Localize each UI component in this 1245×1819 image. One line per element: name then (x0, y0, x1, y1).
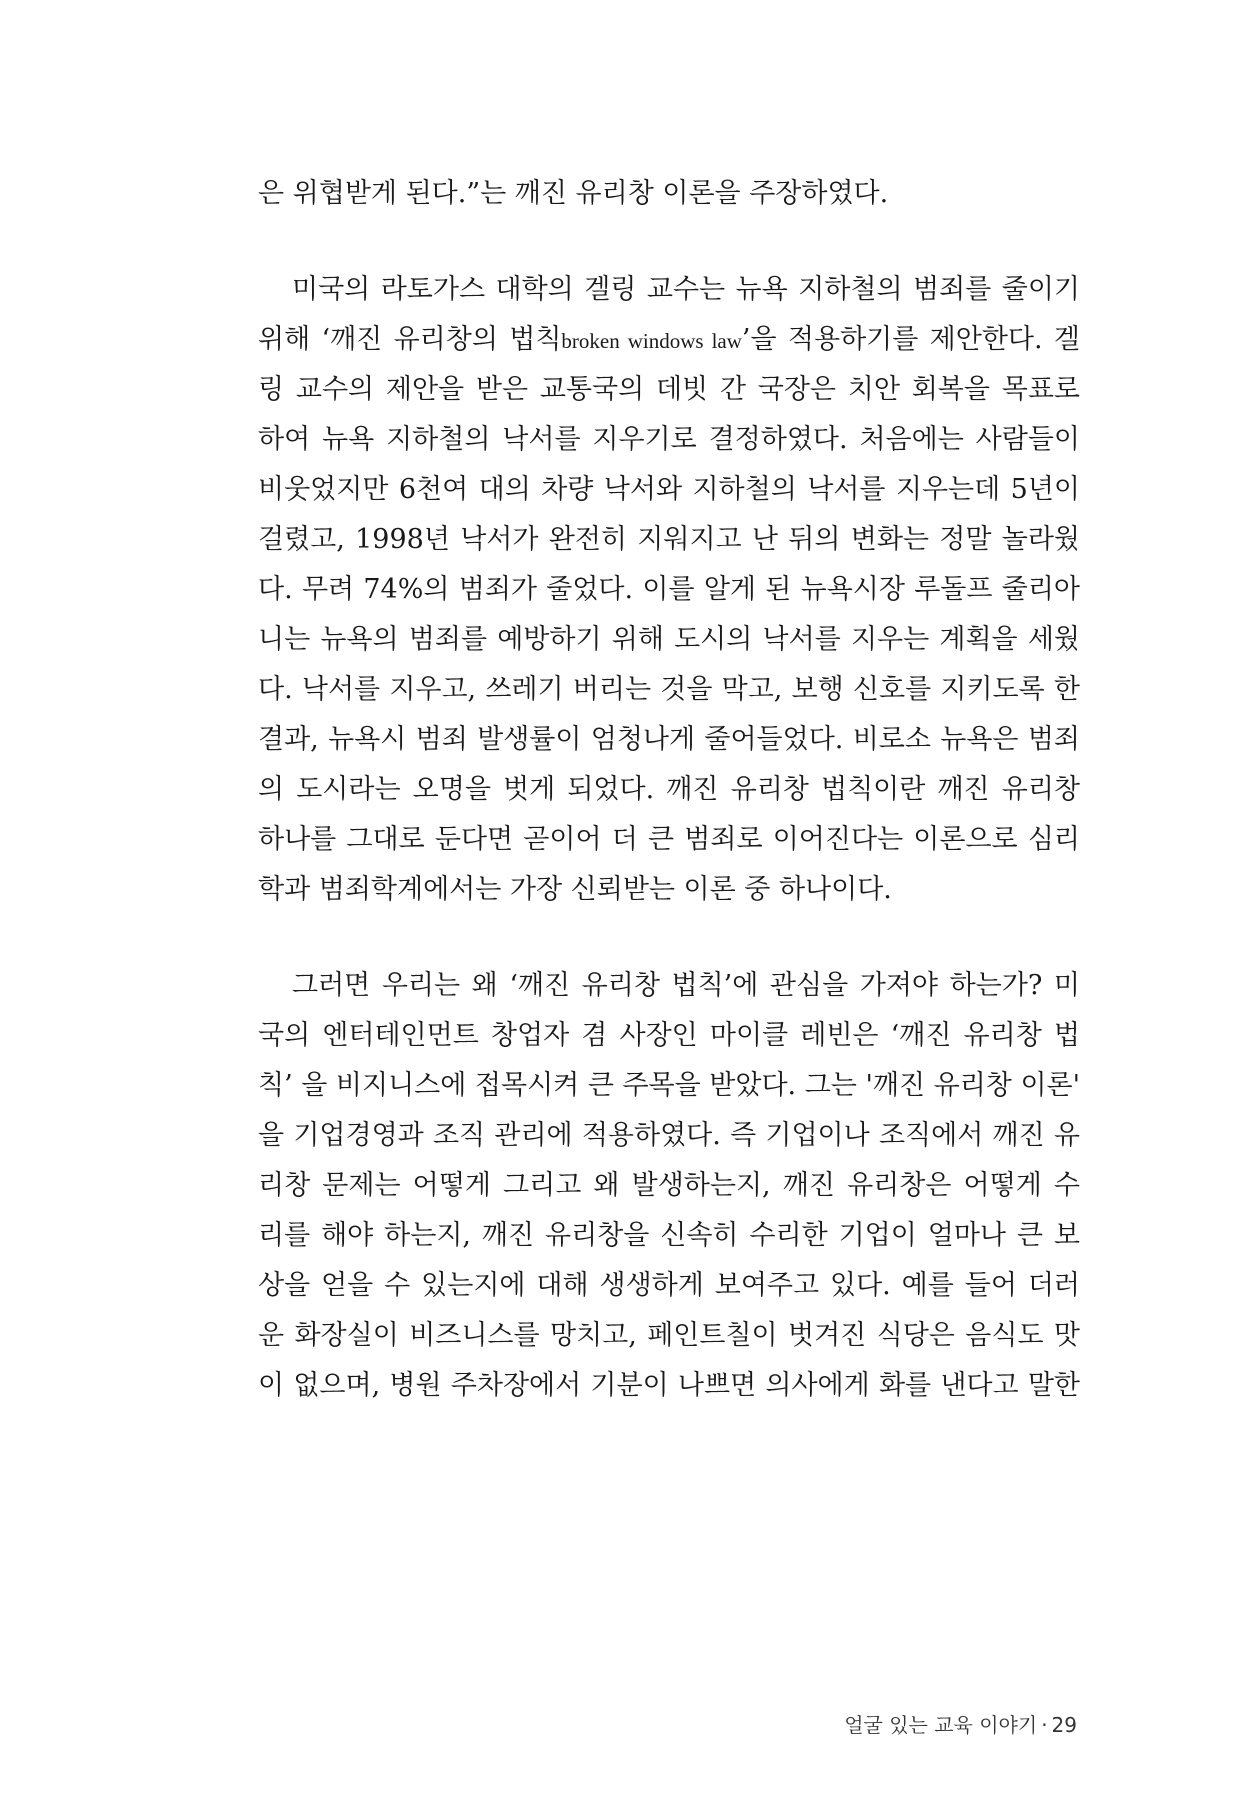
paragraph-2-line: 다. 무려 74%의 범죄가 줄었다. 이를 알게 된 뉴욕시장 루돌프 줄리아 (258, 574, 1080, 605)
paragraph-2-line: 하여 뉴욕 지하철의 낙서를 지우기로 결정하였다. 처음에는 사람들이 (258, 424, 1080, 455)
paragraph-2-first-line: 미국의 라토가스 대학의 겔링 교수는 뉴욕 지하철의 범죄를 줄이기 (292, 274, 1080, 305)
footer-separator: · (1041, 1713, 1048, 1737)
paragraph-2-line: 하나를 그대로 둔다면 곧이어 더 큰 범죄로 이어진다는 이론으로 심리 (258, 824, 1080, 855)
paragraph-2-line: 니는 뉴욕의 범죄를 예방하기 위해 도시의 낙서를 지우는 계획을 세웠 (258, 624, 1080, 655)
paragraph-3-line: 이 없으며, 병원 주차장에서 기분이 나쁘면 의사에게 화를 낸다고 말한 (258, 1370, 1080, 1401)
paragraph-2-line-with-english (258, 320, 1080, 360)
text-segment: 위해 ‘깨진 유리창의 법칙 (258, 324, 562, 355)
english-term: broken windows law (561, 329, 742, 353)
text-segment: ’을 적용하기를 제안한다. 겔 (741, 324, 1080, 355)
paragraph-3-line: 리를 해야 하는지, 깨진 유리창을 신속히 수리한 기업이 얼마나 큰 보 (258, 1220, 1080, 1251)
book-title: 얼굴 있는 교육 이야기 (844, 1713, 1038, 1737)
paragraph-3-line: 상을 얻을 수 있는지에 대해 생생하게 보여주고 있다. 예를 들어 더러 (258, 1270, 1080, 1301)
paragraph-3-line: 국의 엔터테인먼트 창업자 겸 사장인 마이클 레빈은 ‘깨진 유리창 법 (258, 1020, 1080, 1051)
page-number: 29 (1051, 1713, 1077, 1737)
paragraph-2-line: 다. 낙서를 지우고, 쓰레기 버리는 것을 막고, 보행 신호를 지키도록 한 (258, 674, 1080, 705)
paragraph-2-line: 결과, 뉴욕시 범죄 발생률이 엄청나게 줄어들었다. 비로소 뉴욕은 범죄 (258, 724, 1080, 755)
paragraph-2-line: 학과 범죄학계에서는 가장 신뢰받는 이론 중 하나이다. (258, 874, 892, 905)
paragraph-2-line: 의 도시라는 오명을 벗게 되었다. 깨진 유리창 법칙이란 깨진 유리창 (258, 774, 1080, 805)
paragraph-2-line: 비웃었지만 6천여 대의 차량 낙서와 지하철의 낙서를 지우는데 5년이 (258, 474, 1080, 505)
paragraph-3-line: 을 기업경영과 조직 관리에 적용하였다. 즉 기업이나 조직에서 깨진 유 (258, 1120, 1080, 1151)
paragraph-3-line: 운 화장실이 비즈니스를 망치고, 페인트칠이 벗겨진 식당은 음식도 맛 (258, 1320, 1080, 1351)
paragraph-2-line: 걸렸고, 1998년 낙서가 완전히 지워지고 난 뒤의 변화는 정말 놀라웠 (258, 524, 1080, 555)
paragraph-3-first-line: 그러면 우리는 왜 ‘깨진 유리창 법칙’에 관심을 가져야 하는가? 미 (292, 970, 1080, 1001)
paragraph-2-line: 링 교수의 제안을 받은 교통국의 데빗 간 국장은 치안 회복을 목표로 (258, 374, 1080, 405)
paragraph-3-line: 칙’ 을 비지니스에 접목시켜 큰 주목을 받았다. 그는 '깨진 유리창 이론' (258, 1070, 1081, 1101)
page-footer (844, 1709, 1077, 1738)
paragraph-3-line: 리창 문제는 어떻게 그리고 왜 발생하는지, 깨진 유리창은 어떻게 수 (258, 1170, 1080, 1201)
paragraph-1-line: 은 위협받게 된다.”는 깨진 유리창 이론을 주장하였다. (258, 178, 889, 209)
